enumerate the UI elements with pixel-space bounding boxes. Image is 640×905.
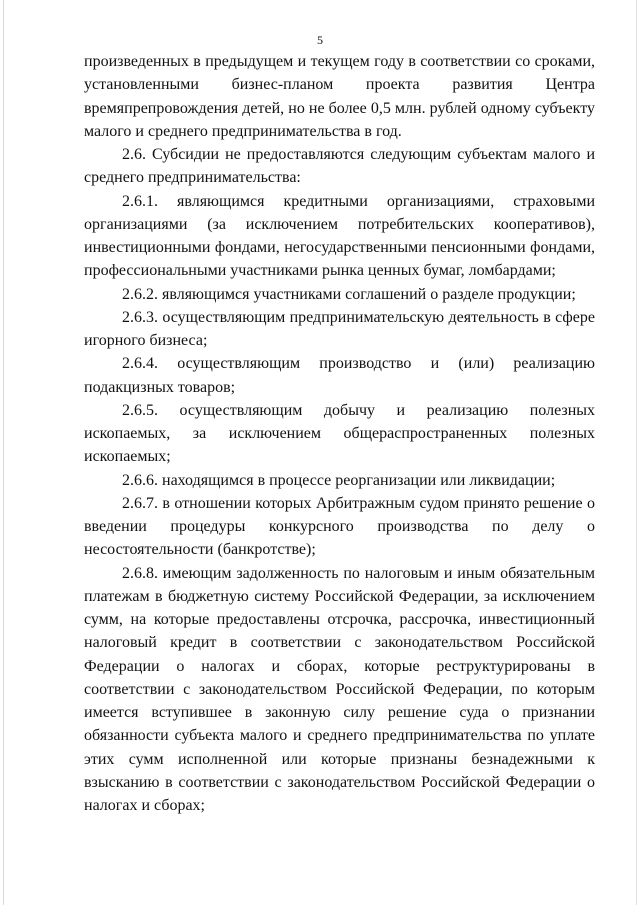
paragraph-2-6-8: 2.6.8. имеющим задолженность по налоговым и иным обязательным платежам в бюджетную систему Российской Федерации, за исключением сумм, на которые предоставлены отсрочка, рассрочка, инвестиционный налоговый кредит в соответствии с законодательством Российской Федерации о налогах и сборах, которые реструктурированы в соответствии с законодательством Российской Федерации, по которым имеется вступившее в законную силу решение суда о признании обязанности субъекта малого и среднего предпринимательства по уплате этих сумм исполненной или которые признаны безнадежными к взысканию в соответствии с законодательством Российской Федерации о налогах и сборах;: [84, 564, 595, 814]
page-number: 5: [317, 33, 323, 47]
paragraph-2-6-3: 2.6.3. осуществляющим предпринимательскую деятельность в сфере игорного бизнеса;: [84, 308, 595, 349]
paragraph-2-6-1: 2.6.1. являющимся кредитными организациями, страховыми организациями (за исключением потребительских кооперативов), инвестиционными фондами, негосударственными пенсионными фондами, профессиональными участниками рынка ценных бумаг, ломбардами;: [84, 192, 595, 280]
scan-edge-right: [636, 0, 637, 905]
paragraph-continuation: произведенных в предыдущем и текущем году в соответствии со сроками, установленными бизнес-планом проекта развития Центра времяпрепровождения детей, но не более 0,5 млн. рублей одному субъекту малого и среднего предпринимательства в год.: [84, 53, 595, 140]
scan-edge-left: [3, 0, 4, 905]
paragraph-2-6-5: 2.6.5. осуществляющим добычу и реализацию полезных ископаемых, за исключением общераспространенных полезных ископаемых;: [84, 401, 595, 466]
paragraph-2-6: 2.6. Субсидии не предоставляются следующим субъектам малого и среднего предпринимательства:: [84, 146, 595, 187]
paragraph-2-6-6: 2.6.6. находящимся в процессе реорганизации или ликвидации;: [122, 471, 556, 489]
paragraph-2-6-7: 2.6.7. в отношении которых Арбитражным судом принято решение о введении процедуры конкурсного производства по делу о несостоятельности (банкротстве);: [84, 494, 595, 559]
paragraph-2-6-2: 2.6.2. являющимся участниками соглашений о разделе продукции;: [122, 285, 576, 303]
paragraph-2-6-4: 2.6.4. осуществляющим производство и (или) реализацию подакцизных товаров;: [84, 355, 595, 396]
document-body: [84, 50, 595, 817]
